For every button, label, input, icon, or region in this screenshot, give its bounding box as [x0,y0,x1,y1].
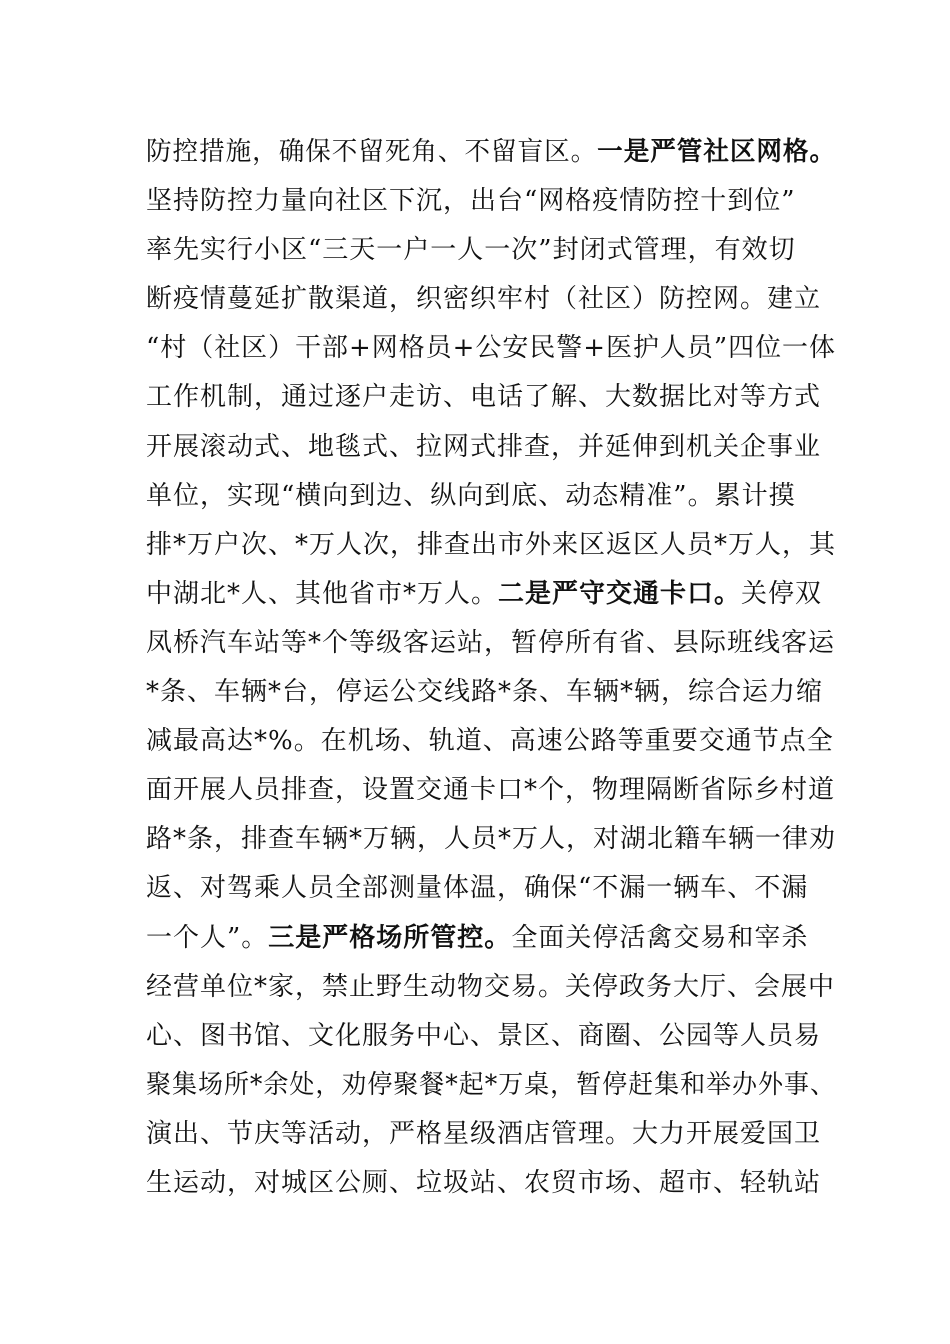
text-line: 工作机制，通过逐户走访、电话了解、大数据比对等方式 [146,382,822,413]
text-line: 面开展人员排查，设置交通卡口*个，物理隔断省际乡村道 [146,775,836,806]
text-line: 排*万户次、*万人次，排查出市外来区返区人员*万人，其 [146,529,837,560]
text-line: 演出、节庆等活动，严格星级酒店管理。大力开展爱国卫 [146,1118,822,1149]
text-line: 开展滚动式、地毯式、拉网式排查，并延伸到机关企事业 [146,431,822,462]
text-line: 一个人”。三是严格场所管控。全面关停活禽交易和宰杀 [146,922,809,953]
text-line: 单位，实现“横向到边、纵向到底、动态精准”。累计摸 [146,480,796,511]
bold-heading: 二是严守交通卡口。 [498,578,742,609]
text-line: 生运动，对城区公厕、垃圾站、农贸市场、超市、轻轨站 [146,1167,822,1198]
text-line: “村（社区）干部+网格员+公安民警+医护人员”四位一体 [146,333,836,364]
text-line: 断疫情蔓延扩散渠道，织密织牢村（社区）防控网。建立 [146,284,822,315]
text-line: 返、对驾乘人员全部测量体温，确保“不漏一辆车、不漏 [146,873,809,904]
text-line: 凤桥汽车站等*个等级客运站，暂停所有省、县际班线客运 [146,627,836,658]
text-line: 减最高达*%。在机场、轨道、高速公路等重要交通节点全 [146,726,834,757]
body-paragraph [146,128,836,1208]
text-line: *条、车辆*台，停运公交线路*条、车辆*辆，综合运力缩 [146,677,824,708]
bold-heading: 三是严格场所管控。 [268,922,512,953]
text-line: 坚持防控力量向社区下沉，出台“网格疫情防控十到位” [146,186,796,217]
text-line: 经营单位*家，禁止野生动物交易。关停政务大厅、会展中 [146,971,836,1002]
text-line: 防控措施，确保不留死角、不留盲区。一是严管社区网格。 [146,137,837,167]
text-line: 中湖北*人、其他省市*万人。二是严守交通卡口。关停双 [146,578,823,609]
text-line: 率先实行小区“三天一户一人一次”封闭式管理，有效切 [146,235,796,266]
text-line: 心、图书馆、文化服务中心、景区、商圈、公园等人员易 [146,1020,822,1051]
text-line: 聚集场所*余处，劝停聚餐*起*万桌，暂停赶集和举办外事、 [146,1069,836,1100]
bold-heading: 一是严管社区网格。 [597,137,837,167]
text-line: 路*条，排查车辆*万辆，人员*万人，对湖北籍车辆一律劝 [146,824,837,855]
